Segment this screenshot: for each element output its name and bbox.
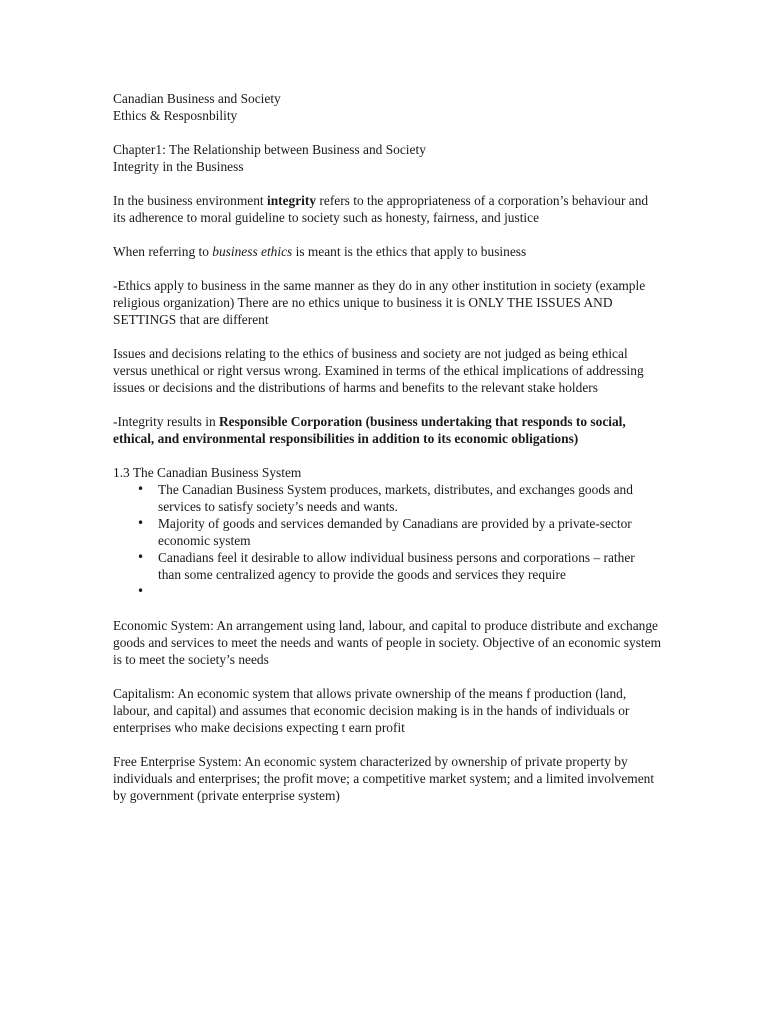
list-item: • Canadians feel it desirable to allow individual business persons and corporations – rather than some centralized agency to provide the goods and services they require	[113, 549, 661, 583]
paragraph-business-ethics: When referring to business ethics is meant is the ethics that apply to business	[113, 244, 527, 259]
paragraph-free-enterprise: Free Enterprise System: An economic system characterized by ownership of private property by individuals and enterprises; the profit move; a competitive market system; and a limited involvement by government (private enterprise system)	[113, 754, 655, 803]
list-item: • The Canadian Business System produces, markets, distributes, and exchanges goods and services to satisfy society’s needs and wants.	[113, 481, 661, 515]
term-responsible-corporation: Responsible Corporation (business undertaking that responds to social, ethical, and environmental responsibilities in addition to its economic obligations)	[113, 414, 626, 446]
section-heading: 1.3 The Canadian Business System	[113, 465, 302, 480]
list-item: • Majority of goods and services demanded by Canadians are provided by a private-sector economic system	[113, 515, 661, 549]
chapter-title: Chapter1: The Relationship between Business and Society	[113, 142, 426, 157]
course-title: Canadian Business and Society	[113, 91, 281, 106]
list-item	[113, 583, 661, 600]
paragraph-capitalism: Capitalism: An economic system that allows private ownership of the means f production (land, labour, and capital) and assumes that economic decision making is in the hands of individuals or enterprises who make decisions expecting t earn profit	[113, 686, 630, 735]
paragraph-ethics-apply: -Ethics apply to business in the same manner as they do in any other institution in society (example religious organization) There are no ethics unique to business it is ONLY THE ISSUES AND SETTINGS that are different	[113, 278, 646, 327]
bullet-list	[113, 481, 661, 600]
chapter-subtitle: Integrity in the Business	[113, 159, 244, 174]
term-business-ethics: business ethics	[212, 244, 293, 259]
term-integrity: integrity	[266, 193, 317, 208]
document-header	[113, 90, 661, 124]
paragraph-integrity: In the business environment integrity refers to the appropriateness of a corporation’s behaviour and its adherence to moral guideline to society such as honesty, fairness, and justice	[113, 193, 649, 225]
document-page	[113, 90, 661, 821]
paragraph-integrity-results: -Integrity results in Responsible Corporation (business undertaking that responds to social, ethical, and environmental responsibilities in addition to its economic obligations)	[113, 414, 626, 446]
paragraph-economic-system: Economic System: An arrangement using land, labour, and capital to produce distribute and exchange goods and services to meet the needs and wants of people in society. Objective of an economic system is to meet the society’s needs	[113, 618, 661, 667]
chapter-heading	[113, 141, 661, 175]
course-subtitle: Ethics & Resposnbility	[113, 108, 238, 123]
paragraph-issues: Issues and decisions relating to the ethics of business and society are not judged as being ethical versus unethical or right versus wrong. Examined in terms of the ethical implications of addressing issues or decisions and the distributions of harms and benefits to the relevant stake holders	[113, 346, 644, 395]
